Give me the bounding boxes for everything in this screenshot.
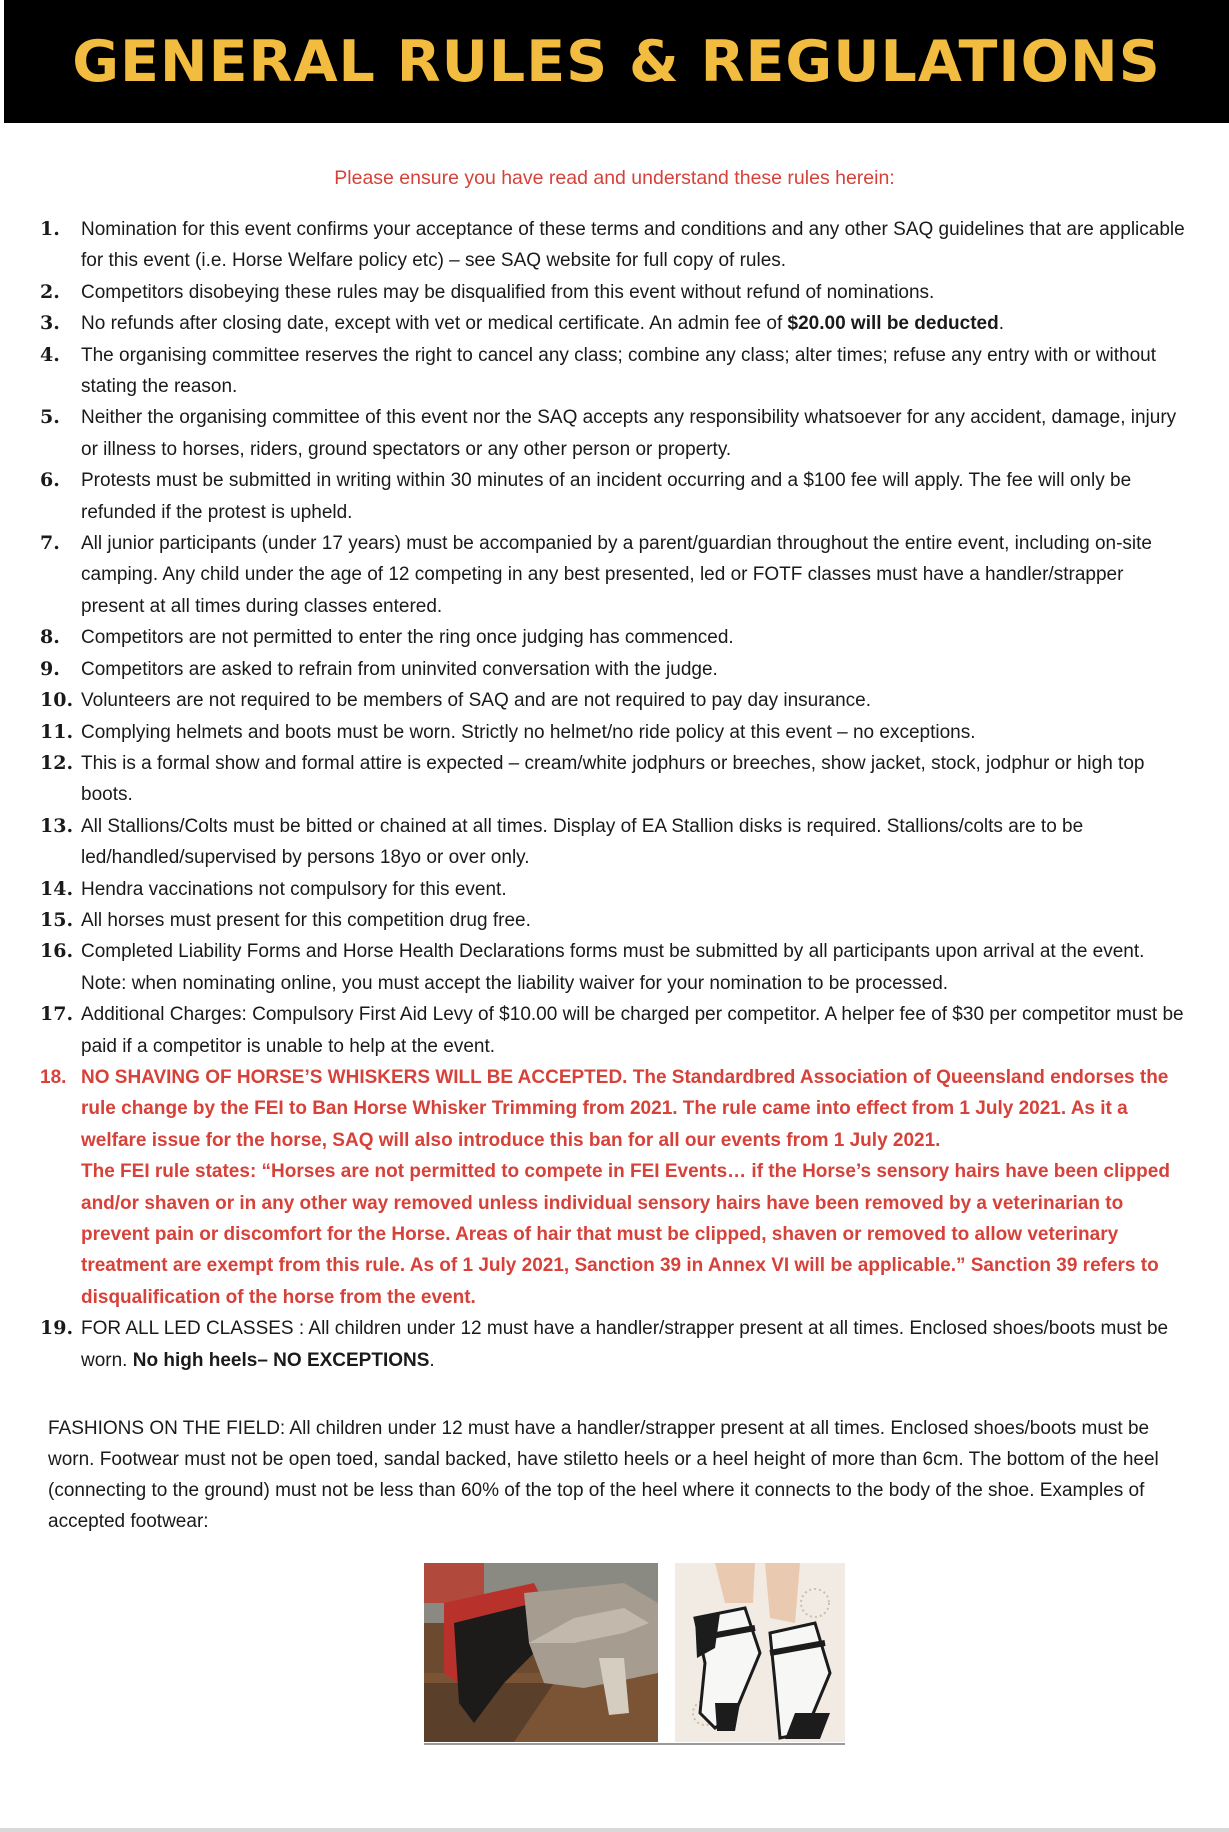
list-item: 11. Complying helmets and boots must be worn. Strictly no helmet/no ride policy at this event – no exceptions. bbox=[40, 720, 976, 743]
footwear-photo-mary-janes bbox=[675, 1563, 845, 1742]
list-item: 17. Additional Charges: Compulsory First Aid Levy of $10.00 will be charged per competitor. A helper fee of $30 per competitor must be paid if a competitor is unable to help at the event. bbox=[40, 1003, 1184, 1057]
list-item: 8. Competitors are not permitted to enter the ring once judging has commenced. bbox=[40, 626, 734, 649]
list-item: 10. Volunteers are not required to be members of SAQ and are not required to pay day insurance. bbox=[40, 689, 872, 712]
page-title: GENERAL RULES & REGULATIONS bbox=[72, 28, 1161, 95]
intro-text: Please ensure you have read and understand these rules herein: bbox=[334, 167, 895, 189]
list-item: 9. Competitors are asked to refrain from uninvited conversation with the judge. bbox=[40, 657, 718, 680]
rules-list bbox=[40, 214, 1190, 1376]
list-item: 13. All Stallions/Colts must be bitted or chained at all times. Display of EA Stallion disks is required. Stallions/colts are to be led/handled/supervised by persons 18yo or over only. bbox=[40, 814, 1084, 869]
list-item: 3. No refunds after closing date, except with vet or medical certificate. An admin fee of $20.00 will be deducted. bbox=[40, 312, 1005, 335]
list-item: 5. Neither the organising committee of this event nor the SAQ accepts any responsibility whatsoever for any accident, damage, injury or illness to horses, riders, ground spectators or any other person or property. bbox=[40, 406, 1177, 460]
photo-underline bbox=[424, 1743, 845, 1745]
list-item: 1. Nomination for this event confirms your acceptance of these terms and conditions and any other SAQ guidelines that are applicable for this event (i.e. Horse Welfare policy etc) – see SAQ website for full copy of rules. bbox=[40, 218, 1185, 272]
fashions-paragraph: FASHIONS ON THE FIELD: All children under 12 must have a handler/strapper present at all times. Enclosed shoes/boots must be worn. Footwear must not be open toed, sandal backed, have stiletto heels or a heel height of more than 6cm. The bottom of the heel (connecting to the ground) must not be less than 60% of the top of the heel where it connects to the body of the shoe. Examples of accepted footwear: bbox=[48, 1418, 1159, 1532]
list-item: 14. Hendra vaccinations not compulsory for this event. bbox=[40, 877, 507, 900]
list-item: 6. Protests must be submitted in writing within 30 minutes of an incident occurring and a $100 fee will apply. The fee will only be refunded if the protest is upheld. bbox=[40, 469, 1132, 523]
header-banner bbox=[4, 0, 1229, 123]
list-item: 16. Completed Liability Forms and Horse Health Declarations forms must be submitted by all participants upon arrival at the event. Note: when nominating online, you must accept the liability waiver for your nomination to be processed. bbox=[40, 940, 1145, 994]
list-item-whisker-rule: 18. NO SHAVING OF HORSE’S WHISKERS WILL BE ACCEPTED. The Standardbred Association of Queensland endorses the rule change by the FEI to Ban Horse Whisker Trimming from 2021. The rule came into effect from 1 July 2021. As it a welfare issue for the horse, SAQ will also introduce this ban for all our events from 1 July 2021. The FEI rule states: “Horses are not permitted to compete in FEI Events… if the Horse’s sensory hairs have been clipped and/or shaven or in any other way removed unless individual sensory hairs have been removed by a veterinarian to prevent pain or discomfort for the Horse. Areas of hair that must be clipped, shaven or removed to allow veterinary treatment are exempt from this rule. As of 1 July 2021, Sanction 39 in Annex VI will be applicable.” Sanction 39 refers to disqualification of the horse from the event. bbox=[40, 1066, 1170, 1308]
page-bottom-rule bbox=[0, 1828, 1229, 1832]
list-item: 7. All junior participants (under 17 years) must be accompanied by a parent/guardian throughout the entire event, including on-site camping. Any child under the age of 12 competing in any best presented, led or FOTF classes must have a handler/strapper present at all times during classes entered. bbox=[40, 532, 1152, 617]
list-item: 15. All horses must present for this competition drug free. bbox=[40, 908, 531, 931]
list-item: 2. Competitors disobeying these rules may be disqualified from this event without refund of nominations. bbox=[40, 280, 935, 303]
list-item: 19. FOR ALL LED CLASSES : All children under 12 must have a handler/strapper present at all times. Enclosed shoes/boots must be worn. No high heels– NO EXCEPTIONS. bbox=[40, 1317, 1169, 1371]
list-item: 12. This is a formal show and formal attire is expected – cream/white jodphurs or breeches, show jacket, stock, jodphur or high top boots. bbox=[40, 751, 1145, 806]
footwear-photo-heels bbox=[424, 1563, 658, 1742]
list-item: 4. The organising committee reserves the right to cancel any class; combine any class; alter times; refuse any entry with or without stating the reason. bbox=[40, 343, 1157, 398]
